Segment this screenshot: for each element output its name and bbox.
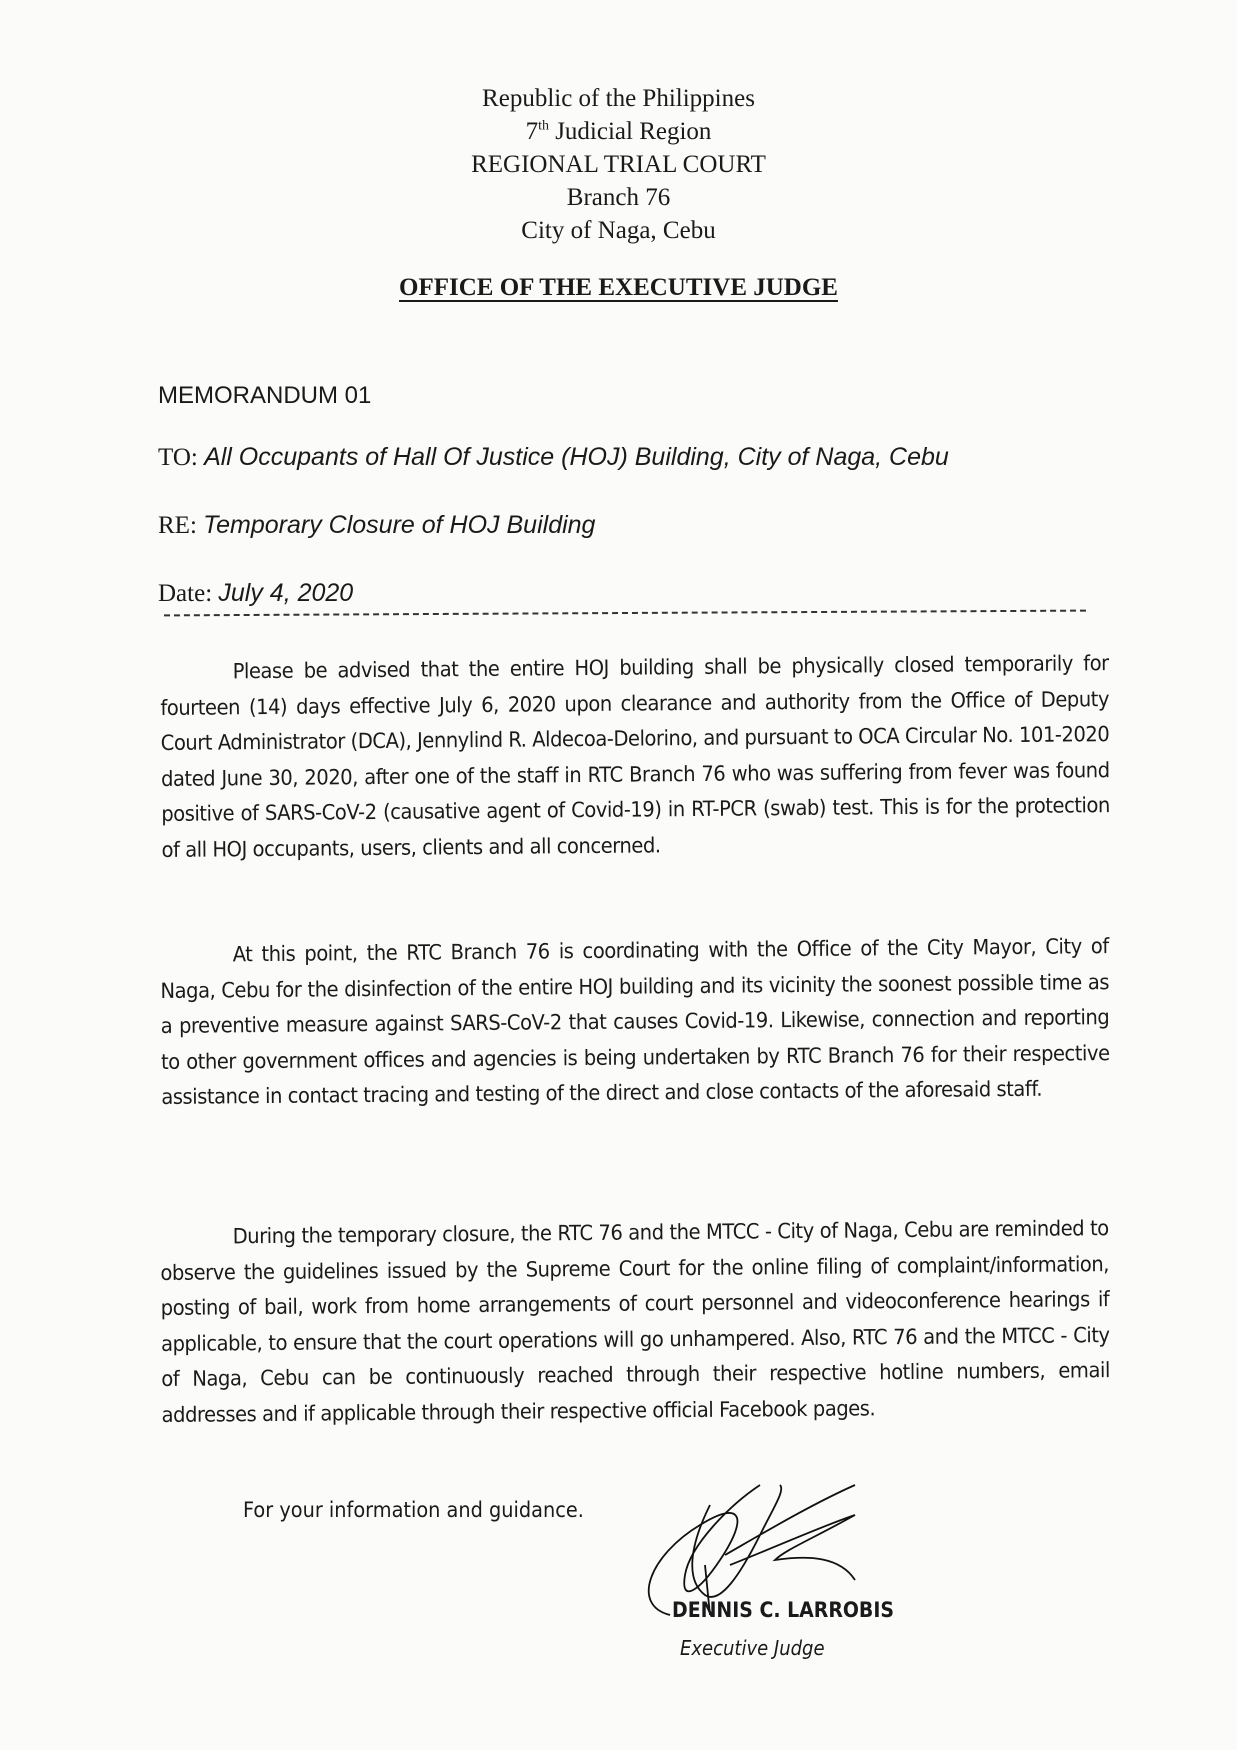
header-city: City of Naga, Cebu	[521, 217, 716, 244]
document-header	[0, 82, 1237, 247]
memo-number: MEMORANDUM 01	[158, 382, 372, 409]
body-paragraph-3: During the temporary closure, the RTC 76 and the MTCC - City of Naga, Cebu are reminded to observe the guidelines issued by the Supreme Court for the online filing of complaint/information, posting of bail, work from home arrangements of court personnel and videoconference hearings if applicable, to ensure that the court operations will go unhampered. Also, RTC 76 and the MTCC - City of Naga, Cebu can be continuously reached through their respective hotline numbers, email addresses and if applicable through their respective official Facebook pages.	[160, 1216, 1110, 1427]
body-paragraph-2: At this point, the RTC Branch 76 is coordinating with the Office of the City Mayor, City of Naga, Cebu for the disinfection of the entire HOJ building and its vicinity the soonest possible time as a preventive measure against SARS-CoV-2 that causes Covid-19. Likewise, connection and reporting to other government offices and agencies is being undertaken by RTC Branch 76 for their respective assistance in contact tracing and testing of the direct and close contacts of the aforesaid staff.	[160, 934, 1110, 1109]
header-branch: Branch 76	[566, 184, 671, 211]
memo-date	[158, 579, 353, 608]
signer-name: DENNIS C. LARROBIS	[672, 1598, 894, 1622]
header-judicial-region: 7th Judicial Region	[525, 118, 712, 145]
body-paragraph-1: Please be advised that the entire HOJ building shall be physically closed temporarily for fourteen (14) days effective July 6, 2020 upon clearance and authority from the Office of Deputy Court Administrator (DCA), Jennylind R. Aldecoa-Delorino, and pursuant to OCA Circular No. 101-2020 dated June 30, 2020, after one of the staff in RTC Branch 76 who was suffering from fever was found positive of SARS-CoV-2 (causative agent of Covid-19) in RT-PCR (swab) test. This is for the protection of all HOJ occupants, users, clients and all concerned.	[160, 651, 1110, 862]
to-label: TO:	[158, 444, 198, 471]
date-label: Date:	[158, 580, 213, 607]
re-value: Temporary Closure of HOJ Building	[203, 511, 596, 539]
header-republic: Republic of the Philippines	[482, 85, 755, 112]
re-label: RE:	[158, 512, 197, 539]
office-title: OFFICE OF THE EXECUTIVE JUDGE	[399, 274, 838, 301]
memo-to	[158, 443, 949, 472]
date-value: July 4, 2020	[218, 579, 354, 607]
closing-line: For your information and guidance.	[243, 1498, 584, 1522]
dashed-divider	[164, 610, 1086, 617]
memo-re	[158, 511, 595, 540]
to-value: All Occupants of Hall Of Justice (HOJ) Building, City of Naga, Cebu	[204, 443, 949, 471]
signer-title: Executive Judge	[680, 1636, 825, 1660]
header-court: REGIONAL TRIAL COURT	[471, 151, 766, 178]
